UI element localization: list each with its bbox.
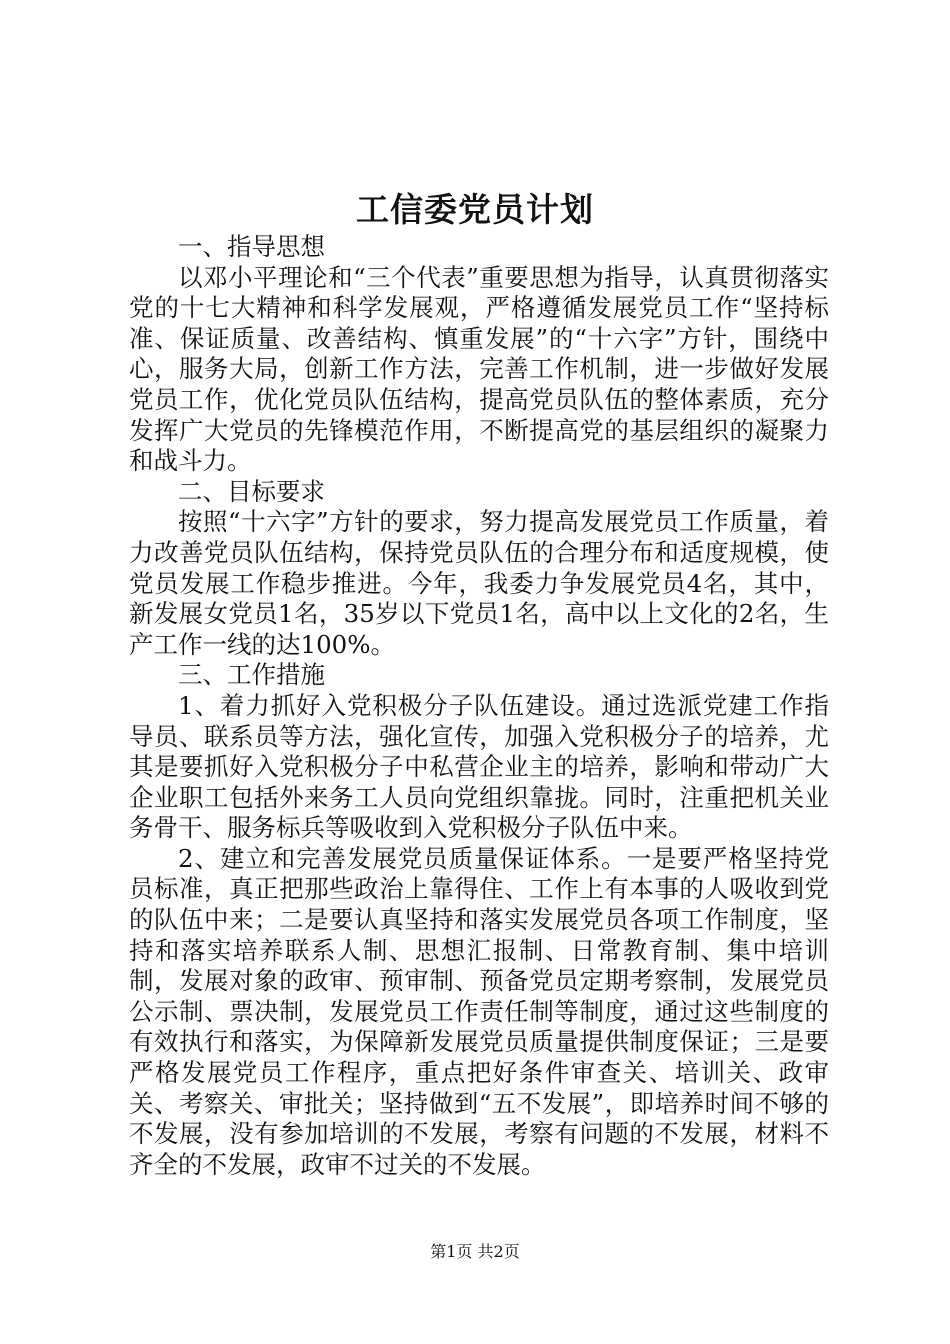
paragraph-goals: 按照“十六字”方针的要求，努力提高发展党员工作质量，着力改善党员队伍结构，保持党员队伍的合理分布和适度规模，使党员发展工作稳步推进。今年，我委力争发展党员4名，其中，新发展女党员1名，35岁以下党员1名，高中以上文化的2名，生产工作一线的达100%。 <box>129 507 829 659</box>
section-heading-guiding-ideology: 一、指导思想 <box>178 232 325 261</box>
paragraph-guiding-ideology: 以邓小平理论和“三个代表”重要思想为指导，认真贯彻落实党的十七大精神和科学发展观，严格遵循发展党员工作“坚持标准、保证质量、改善结构、慎重发展”的“十六字”方针，围绕中心，服务大局，创新工作方法，完善工作机制，进一步做好发展党员工作，优化党员队伍结构，提高党员队伍的整体素质，充分发挥广大党员的先锋模范作用，不断提高党的基层组织的凝聚力和战斗力。 <box>129 262 829 476</box>
paragraph-measure-1: 1、着力抓好入党积极分子队伍建设。通过选派党建工作指导员、联系员等方法，强化宣传，加强入党积极分子的培养，尤其是要抓好入党积极分子中私营企业主的培养，影响和带动广大企业职工包括外来务工人员向党组织靠拢。同时，注重把机关业务骨干、服务标兵等吸收到入党积极分子队伍中来。 <box>129 690 829 843</box>
page-number-footer: 第1页 共2页 <box>430 1242 520 1261</box>
section-heading-measures: 三、工作措施 <box>178 660 325 690</box>
document-body <box>129 232 829 1180</box>
document-title: 工信委党员计划 <box>356 190 594 229</box>
paragraph-measure-2: 2、建立和完善发展党员质量保证体系。一是要严格坚持党员标准，真正把那些政治上靠得住、工作上有本事的人吸收到党的队伍中来；二是要认真坚持和落实发展党员各项工作制度，坚持和落实培养联系人制、思想汇报制、日常教育制、集中培训制，发展对象的政审、预审制、预备党员定期考察制，发展党员公示制、票决制，发展党员工作责任制等制度，通过这些制度的有效执行和落实，为保障新发展党员质量提供制度保证；三是要严格发展党员工作程序，重点把好条件审查关、培训关、政审关、考察关、审批关；坚持做到“五不发展”，即培养时间不够的不发展，没有参加培训的不发展，考察有问题的不发展，材料不齐全的不发展，政审不过关的不发展。 <box>129 843 829 1179</box>
section-heading-goals: 二、目标要求 <box>178 476 325 506</box>
